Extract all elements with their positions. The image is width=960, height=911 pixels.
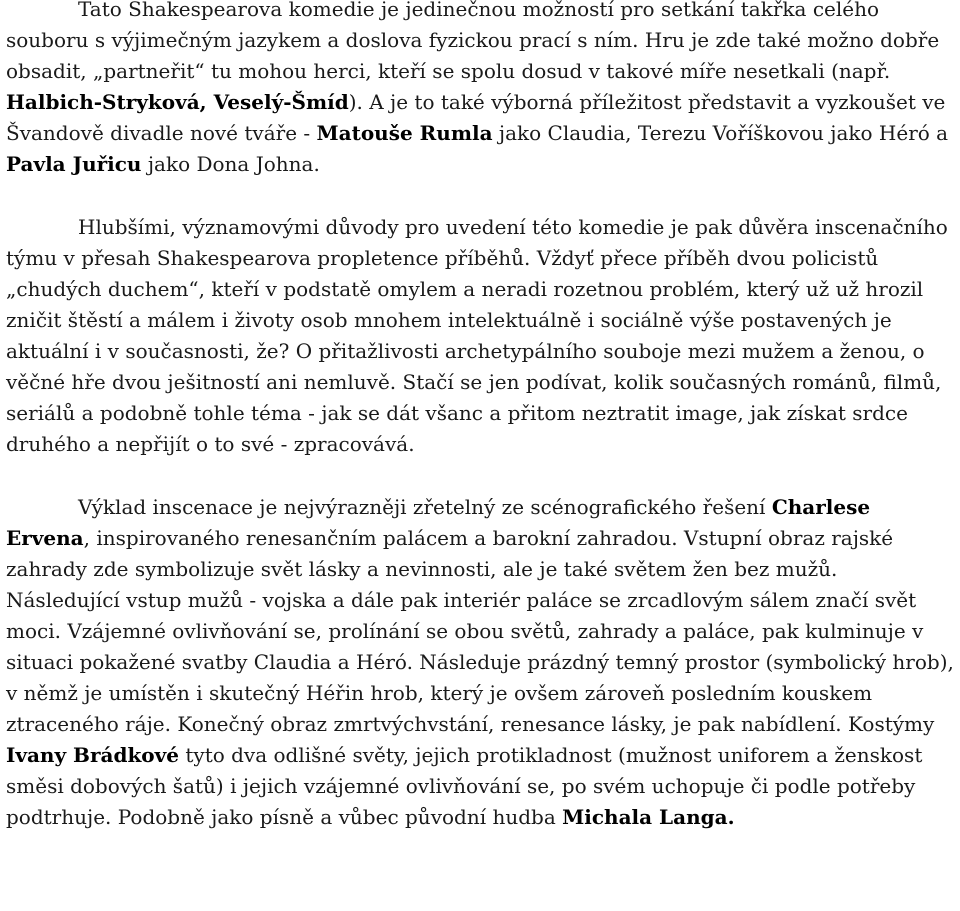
text-run: Výklad inscenace je nejvýrazněji zřetelný ze scénografického řešení — [78, 494, 772, 519]
paragraph-1 — [6, 0, 954, 181]
paragraph-2 — [6, 212, 954, 461]
document-page — [6, 0, 954, 834]
bold-name: Michala Langa. — [562, 805, 735, 830]
bold-name: Ivany Brádkové — [6, 743, 179, 768]
bold-name: Pavla Juřicu — [6, 152, 142, 177]
text-run: jako Claudia, Terezu Voříškovou jako Héró a — [492, 121, 949, 146]
text-run: tyto dva odlišné světy, jejich protikladnost (mužnost uniforem a ženskost směsi dobových šatů) i jejich vzájemné ovlivňování se, po svém uchopuje či podle potřeby podtrhuje. Podobně jako písně a vůbec původní hudba — [6, 743, 923, 830]
bold-name: Halbich-Stryková, Veselý-Šmíd — [6, 90, 349, 115]
paragraph-3 — [6, 492, 954, 834]
text-run: Tato Shakespearova komedie je jedinečnou možností pro setkání takřka celého souboru s výjimečným jazykem a doslova fyzickou prací s ním. Hru je zde také možno dobře obsadit, „partneřit“ tu mohou herci, kteří se spolu dosud v takové míře nesetkali (např. — [6, 0, 940, 84]
bold-name: Matouše Rumla — [316, 121, 493, 146]
text-run: ). A je to také výborná příležitost představit a vyzkoušet ve Švandově divadle nové tváře - — [6, 90, 946, 146]
text-run: , inspirovaného renesančním palácem a barokní zahradou. Vstupní obraz rajské zahrady zde symbolizuje svět lásky a nevinnosti, ale je také světem žen bez mužů. Následující vstup mužů - vojska a dále pak interiér paláce se zrcadlovým sálem značí svět moci. Vzájemné ovlivňování se, prolínání se obou světů, zahrady a paláce, pak kulminuje v situaci pokažené svatby Claudia a Héró. Následuje prázdný temný prostor (symbolický hrob), v němž je umístěn i skutečný Héřin hrob, který je ovšem zároveň posledním kouskem ztraceného ráje. Konečný obraz zmrtvýchvstání, renesance lásky, je pak nabídlení. Kostýmy — [6, 525, 954, 737]
text-run: Hlubšími, významovými důvody pro uvedení této komedie je pak důvěra inscenačního týmu v přesah Shakespearova propletence příběhů. Vždyť přece příběh dvou policistů „chudých duchem“, kteří v podstatě omylem a neradi rozetnou problém, který už už hrozil zničit štěstí a málem i životy osob mnohem intelektuálně i sociálně výše postavených je aktuální i v současnosti, že? O přitažlivosti archetypálního souboje mezi mužem a ženou, o věčné hře dvou ješitností ani nemluvě. Stačí se jen podívat, kolik současných románů, filmů, seriálů a podobně tohle téma - jak se dát všanc a přitom neztratit image, jak získat srdce druhého a nepřijít o to své - zpracovává. — [6, 214, 948, 457]
text-run: jako Dona Johna. — [141, 152, 320, 177]
bold-name: Charlese Ervena — [6, 494, 871, 550]
